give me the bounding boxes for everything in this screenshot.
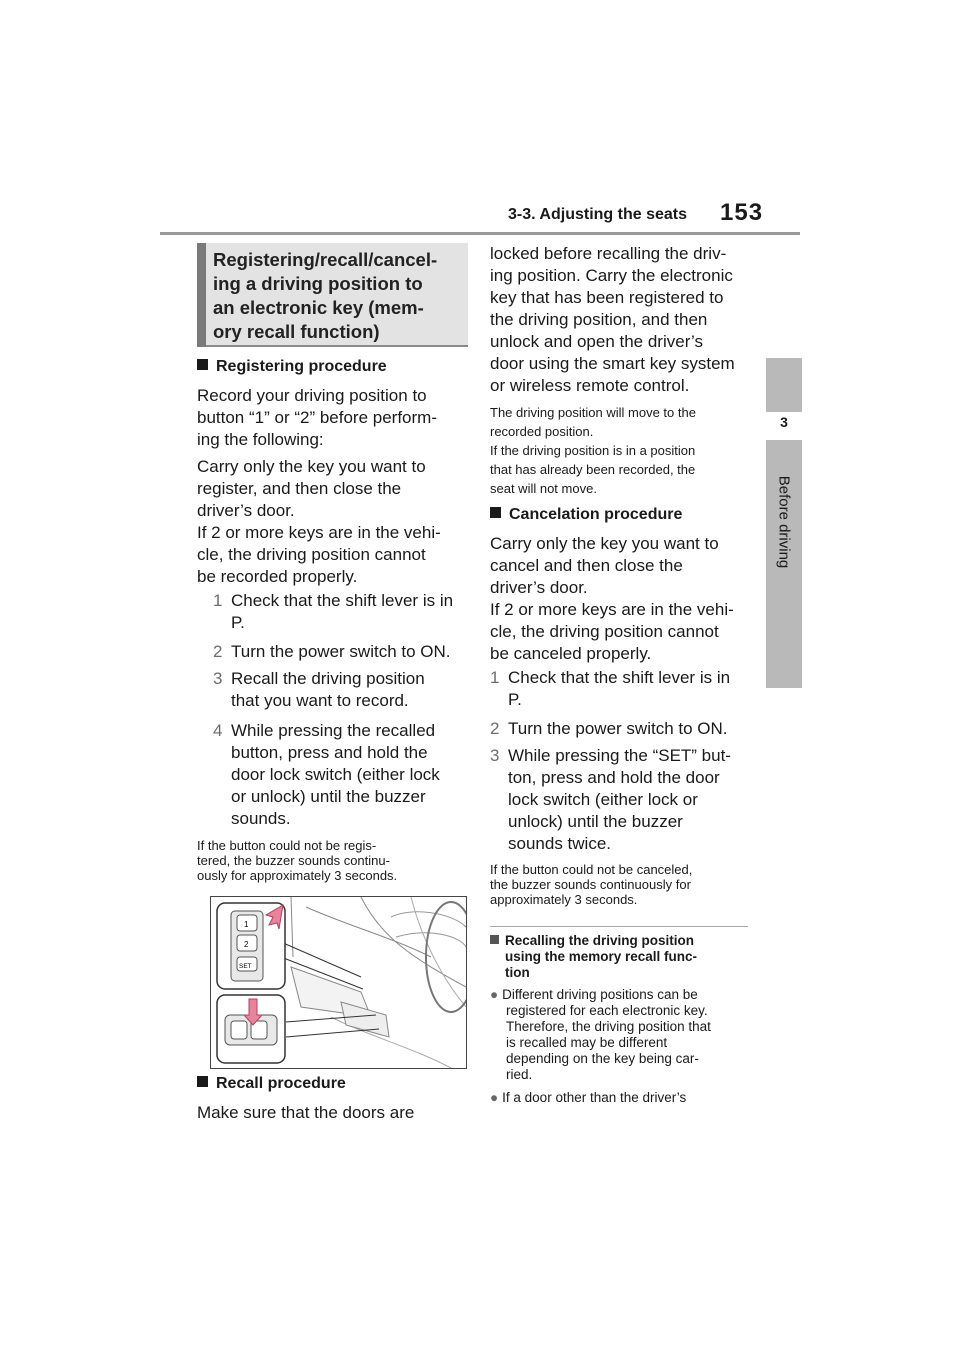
memory-button-2-label: 2 [244,940,249,949]
register-subheading: Registering procedure [197,358,387,376]
section-title: 3-3. Adjusting the seats [508,206,687,223]
cancel-paragraph: Carry only the key you want to cancel and then close the driver’s door. If 2 or more keys are in the vehi- cle, the driving position cannot be canceled properly. [490,534,734,663]
memory-switch-illustration [210,896,467,1069]
circle-bullet-icon: ● [490,1090,499,1105]
cancel-subheading: Cancelation procedure [490,506,682,524]
recall-note: The driving position will move to the recorded position. If the driving position is in a position that has already been recorded, the seat will not move. [490,405,696,496]
register-note: If the button could not be regis- tered, the buzzer sounds continu- ously for approximately 3 seconds. [197,838,398,883]
recall-subheading: Recall procedure [197,1075,346,1093]
chapter-number: 3 [780,414,788,430]
square-bullet-icon [197,359,208,370]
topic-heading-bar [197,243,206,347]
circle-bullet-icon: ● [490,987,499,1002]
cancel-note: If the button could not be canceled, the buzzer sounds continuously for approximately 3 seconds. [490,862,693,907]
info-divider [490,926,748,927]
recall-info-heading: Recalling the driving position using the memory recall func- tion [490,933,750,981]
topic-heading-line: ing a driving position to [213,273,423,294]
topic-heading-line: an electronic key (mem- [213,297,424,318]
recall-paragraph-start: Make sure that the doors are [197,1103,415,1122]
topic-heading [213,248,468,344]
square-bullet-icon [197,1076,208,1087]
info-bullet-1: ● Different driving positions can be registered for each electronic key. Therefore, the driving position that is recalled may be different depending on the key being car- ried. [490,987,711,1082]
square-bullet-icon [490,935,499,944]
set-button-label: SET [239,963,252,970]
page-number: 153 [720,199,764,226]
register-intro-paragraph: Record your driving position to button “1” or “2” before perform- ing the following: [197,386,437,449]
register-key-paragraph: Carry only the key you want to register, and then close the driver’s door. If 2 or more keys are in the vehi- cle, the driving position cannot be recorded properly. [197,457,441,586]
square-bullet-icon [490,507,501,518]
chapter-label: Before driving [775,475,793,569]
header-rule [160,232,800,235]
recall-paragraph-continued: locked before recalling the driv- ing position. Carry the electronic key that has been registered to the driving position, and then unlock and open the driver’s door using the smart key system or wireless remote control. [490,244,735,395]
info-bullet-2: ● If a door other than the driver’s [490,1090,687,1105]
topic-heading-line: Registering/recall/cancel- [213,249,438,270]
topic-heading-line: ory recall function) [213,321,380,342]
door-switch-drawing [211,897,466,1068]
memory-button-1-label: 1 [244,920,249,929]
